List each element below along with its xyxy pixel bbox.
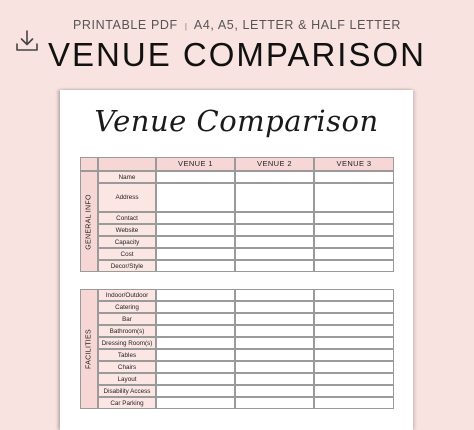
venue-3-cell[interactable] xyxy=(314,301,394,313)
row-label: Bathroom(s) xyxy=(98,325,156,337)
section-label: GENERAL INFO xyxy=(85,193,93,250)
venue-1-cell[interactable] xyxy=(156,224,235,236)
venue-2-cell[interactable] xyxy=(235,325,314,337)
venue-1-cell[interactable] xyxy=(156,325,235,337)
venue-2-cell[interactable] xyxy=(235,248,314,260)
table-row xyxy=(98,397,394,409)
venue-3-cell[interactable] xyxy=(314,183,394,212)
venue-1-cell[interactable] xyxy=(156,313,235,325)
row-label: Capacity xyxy=(98,236,156,248)
table-row xyxy=(98,325,394,337)
table-row xyxy=(98,349,394,361)
document-title: Venue Comparison xyxy=(94,104,379,138)
venue-2-cell[interactable] xyxy=(235,183,314,212)
venue-1-cell[interactable] xyxy=(156,171,235,183)
row-label: Chairs xyxy=(98,361,156,373)
venue-2-cell[interactable] xyxy=(235,224,314,236)
venue-1-cell[interactable] xyxy=(156,260,235,272)
header-venue-2: VENUE 2 xyxy=(235,157,314,171)
venue-1-cell[interactable] xyxy=(156,385,235,397)
comparison-table xyxy=(80,157,394,409)
header-corner xyxy=(80,157,98,171)
venue-3-cell[interactable] xyxy=(314,373,394,385)
table-row xyxy=(98,337,394,349)
venue-1-cell[interactable] xyxy=(156,236,235,248)
header-venue-1: VENUE 1 xyxy=(156,157,235,171)
row-label: Decor/Style xyxy=(98,260,156,272)
row-label: Cost xyxy=(98,248,156,260)
venue-1-cell[interactable] xyxy=(156,337,235,349)
table-header xyxy=(80,157,394,171)
banner-title: VENUE COMPARISON xyxy=(48,36,426,73)
venue-2-cell[interactable] xyxy=(235,397,314,409)
row-label: Car Parking xyxy=(98,397,156,409)
table-row xyxy=(98,385,394,397)
venue-3-cell[interactable] xyxy=(314,248,394,260)
venue-1-cell[interactable] xyxy=(156,373,235,385)
venue-3-cell[interactable] xyxy=(314,337,394,349)
venue-3-cell[interactable] xyxy=(314,236,394,248)
section-label-cell xyxy=(80,289,98,409)
venue-3-cell[interactable] xyxy=(314,224,394,236)
row-label: Bar xyxy=(98,313,156,325)
venue-2-cell[interactable] xyxy=(235,361,314,373)
table-row xyxy=(98,289,394,301)
header-blank xyxy=(98,157,156,171)
venue-1-cell[interactable] xyxy=(156,183,235,212)
document-page xyxy=(60,90,413,430)
row-label: Catering xyxy=(98,301,156,313)
row-label: Address xyxy=(98,183,156,212)
table-row xyxy=(98,313,394,325)
venue-1-cell[interactable] xyxy=(156,397,235,409)
row-label: Name xyxy=(98,171,156,183)
venue-3-cell[interactable] xyxy=(314,361,394,373)
section-label-cell xyxy=(80,171,98,272)
venue-3-cell[interactable] xyxy=(314,260,394,272)
venue-3-cell[interactable] xyxy=(314,397,394,409)
table-row xyxy=(98,260,394,272)
section-general-info xyxy=(80,171,394,272)
venue-2-cell[interactable] xyxy=(235,385,314,397)
header-venue-3: VENUE 3 xyxy=(314,157,394,171)
table-row xyxy=(98,248,394,260)
table-row xyxy=(98,224,394,236)
section-facilities xyxy=(80,289,394,409)
row-label: Indoor/Outdoor xyxy=(98,289,156,301)
venue-3-cell[interactable] xyxy=(314,313,394,325)
row-label: Contact xyxy=(98,212,156,224)
venue-2-cell[interactable] xyxy=(235,349,314,361)
row-label: Tables xyxy=(98,349,156,361)
venue-3-cell[interactable] xyxy=(314,212,394,224)
venue-2-cell[interactable] xyxy=(235,337,314,349)
venue-2-cell[interactable] xyxy=(235,289,314,301)
venue-3-cell[interactable] xyxy=(314,171,394,183)
venue-1-cell[interactable] xyxy=(156,361,235,373)
venue-2-cell[interactable] xyxy=(235,236,314,248)
row-label: Website xyxy=(98,224,156,236)
venue-3-cell[interactable] xyxy=(314,385,394,397)
section-label: FACILITIES xyxy=(85,329,93,369)
venue-1-cell[interactable] xyxy=(156,289,235,301)
venue-2-cell[interactable] xyxy=(235,313,314,325)
table-row xyxy=(98,236,394,248)
table-row xyxy=(98,171,394,183)
venue-1-cell[interactable] xyxy=(156,349,235,361)
venue-2-cell[interactable] xyxy=(235,171,314,183)
row-label: Disability Access xyxy=(98,385,156,397)
table-row xyxy=(98,361,394,373)
row-label: Dressing Room(s) xyxy=(98,337,156,349)
banner-subtitle xyxy=(0,18,474,32)
section-spacer xyxy=(80,272,394,289)
banner-subtitle-right: A4, A5, LETTER & HALF LETTER xyxy=(193,18,402,32)
banner-subtitle-left: PRINTABLE PDF xyxy=(72,18,178,32)
venue-2-cell[interactable] xyxy=(235,373,314,385)
row-label: Layout xyxy=(98,373,156,385)
table-row xyxy=(98,183,394,212)
venue-2-cell[interactable] xyxy=(235,301,314,313)
venue-2-cell[interactable] xyxy=(235,212,314,224)
venue-3-cell[interactable] xyxy=(314,325,394,337)
venue-1-cell[interactable] xyxy=(156,212,235,224)
table-row xyxy=(98,212,394,224)
venue-1-cell[interactable] xyxy=(156,248,235,260)
table-row xyxy=(98,301,394,313)
venue-1-cell[interactable] xyxy=(156,301,235,313)
venue-2-cell[interactable] xyxy=(235,260,314,272)
venue-3-cell[interactable] xyxy=(314,349,394,361)
venue-3-cell[interactable] xyxy=(314,289,394,301)
banner-separator: | xyxy=(184,22,188,31)
table-row xyxy=(98,373,394,385)
